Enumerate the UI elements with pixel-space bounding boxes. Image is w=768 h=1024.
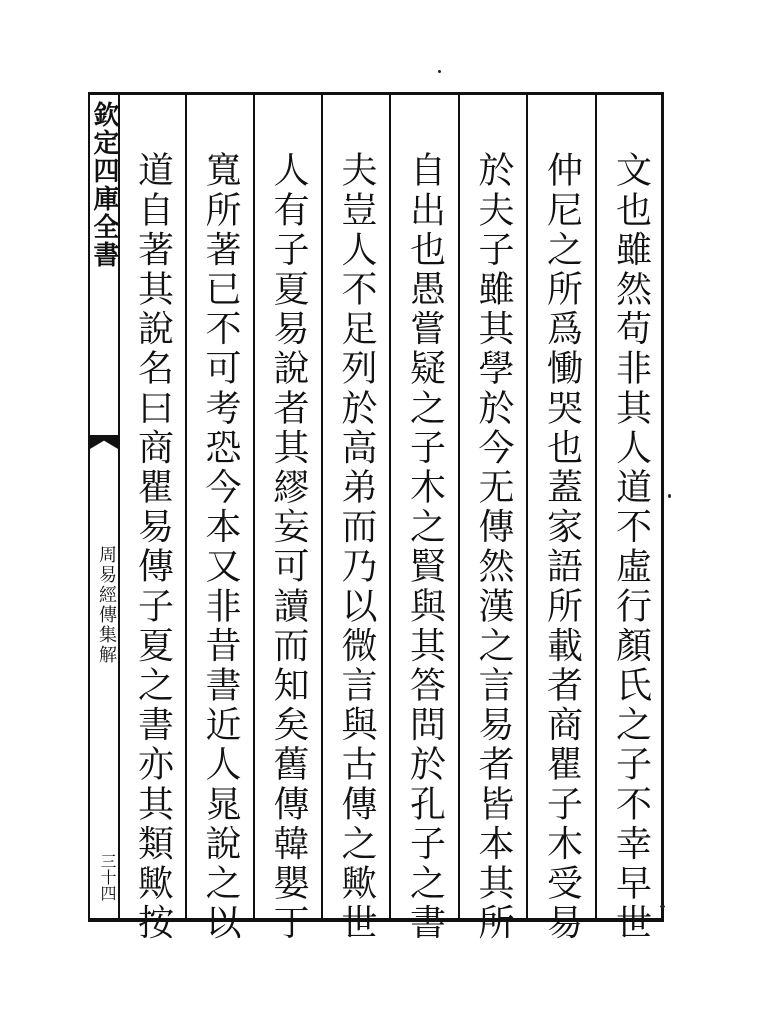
- text-column-7: [185, 95, 253, 943]
- column-text: 道自著其說名曰商瞿易傳子夏之書亦其類歟按: [132, 151, 174, 943]
- column-text: 人有子夏易說者其繆妄可讀而知矣舊傳韓嬰丁: [268, 151, 309, 943]
- page-margin-column: [90, 95, 120, 919]
- column-text: 自出也愚嘗疑之子木之賢與其答問於孔子之書: [404, 151, 446, 943]
- column-text: 寬所著已不可考恐今本又非昔書近人晁說之以: [200, 151, 241, 943]
- scan-speck: [668, 494, 671, 498]
- scan-speck: [438, 70, 441, 73]
- column-text: 於夫子雖其學於今无傳然漢之言易者皆本其所: [473, 151, 514, 943]
- fish-tail-mark-icon: [90, 435, 118, 449]
- text-column-5: [321, 95, 389, 943]
- text-column-6: [253, 95, 321, 943]
- text-column-2: [526, 95, 595, 943]
- page-number: 三十四: [98, 853, 117, 901]
- book-title: 欽定四庫全書: [89, 101, 119, 269]
- volume-title: 周易經傳集解: [96, 545, 117, 665]
- column-text: 仲尼之所爲慟哭也蓋家語所載者商瞿子木受易: [541, 151, 583, 943]
- text-column-8: [118, 95, 185, 943]
- text-column-1: [595, 95, 664, 943]
- text-column-4: [389, 95, 458, 943]
- scan-speck: [660, 905, 665, 908]
- text-column-3: [458, 95, 526, 943]
- column-text: 文也雖然苟非其人道不虛行顏氏之子不幸早世: [610, 151, 652, 943]
- column-text: 夫豈人不足列於高弟而乃以微言與古傳之歟世: [336, 151, 377, 943]
